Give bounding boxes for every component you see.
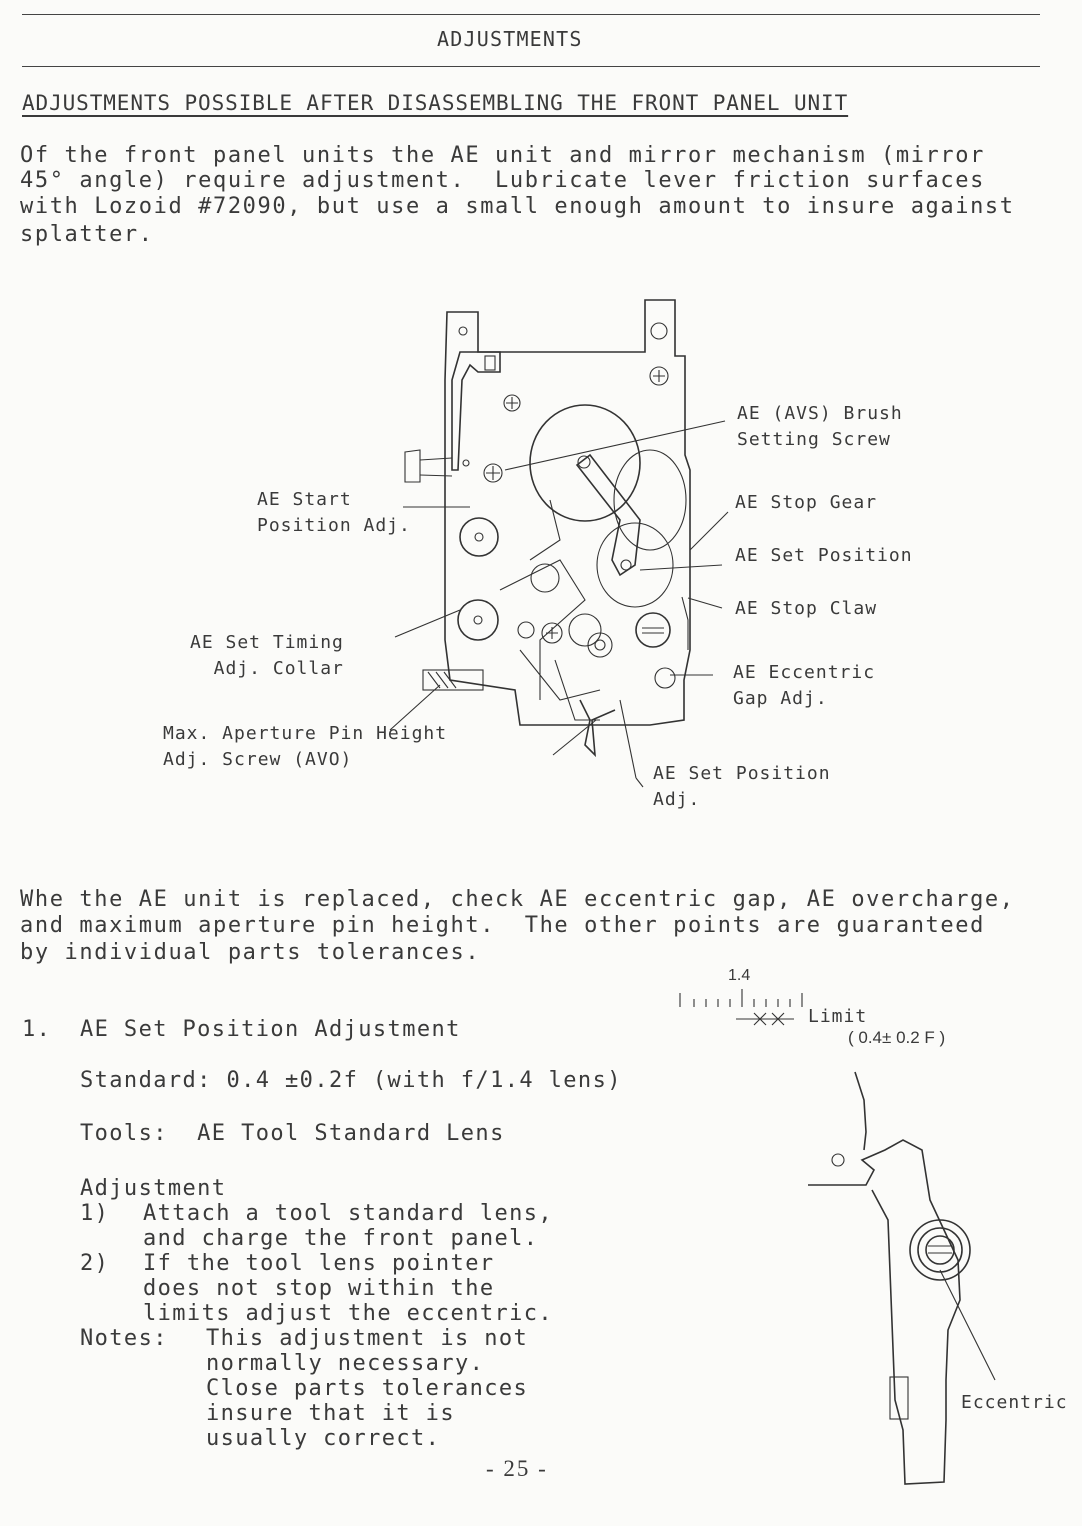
limit-label: Limit [808,1006,868,1027]
label-start-position: AE Start Position Adj. [257,489,411,536]
replacement-line-1: Whe the AE unit is replaced, check AE eccentric gap, AE overcharge, [20,887,1015,912]
intro-line-4: splatter. [20,222,154,247]
page-heading: ADJUSTMENTS POSSIBLE AFTER DISASSEMBLING THE FRONT PANEL UNIT [22,91,849,115]
step-2-text: If the tool lens pointer does not stop within the limits adjust the eccentric. [143,1251,554,1326]
replacement-line-2: and maximum aperture pin height. The other points are guaranteed [20,913,985,938]
notes-text: This adjustment is not normally necessary. Close parts tolerances insure that it is usually correct. [206,1326,529,1451]
tolerance-label: ( 0.4± 0.2 F ) [848,1028,946,1047]
adjustment-heading: Adjustment [80,1176,227,1201]
label-stop-gear: AE Stop Gear [735,492,878,513]
step-2-number: 2) [80,1251,110,1276]
procedure-title: AE Set Position Adjustment [80,1017,461,1042]
label-aperture-screw: Max. Aperture Pin Height Adj. Screw (AVO) [163,723,448,770]
label-set-position: AE Set Position [735,545,913,566]
scale-value: 1.4 [728,967,751,984]
section-title: ADJUSTMENTS [437,27,583,51]
notes-label: Notes: [80,1326,168,1351]
label-stop-claw: AE Stop Claw [735,598,878,619]
label-brush-screw: AE (AVS) Brush Setting Screw [737,403,903,450]
step-1-number: 1) [80,1201,110,1226]
label-eccentric-gap: AE Eccentric Gap Adj. [733,662,876,709]
eccentric-label: Eccentric [961,1392,1068,1413]
step-1-text: Attach a tool standard lens, and charge the front panel. [143,1201,554,1251]
label-timing-collar: AE Set Timing Adj. Collar [190,632,344,679]
procedure-number: 1. [22,1017,52,1042]
procedure-standard: Standard: 0.4 ±0.2f (with f/1.4 lens) [80,1068,622,1093]
page-number: - 25 - [486,1456,548,1481]
intro-line-1: Of the front panel units the AE unit and mirror mechanism (mirror [20,143,985,168]
intro-line-2: 45° angle) require adjustment. Lubricate lever friction surfaces [20,168,985,193]
replacement-line-3: by individual parts tolerances. [20,940,481,965]
procedure-tools: Tools: AE Tool Standard Lens [80,1121,505,1146]
intro-line-3: with Lozoid #72090, but use a small enough amount to insure against [20,194,1015,219]
label-set-position-adj: AE Set Position Adj. [653,763,831,810]
